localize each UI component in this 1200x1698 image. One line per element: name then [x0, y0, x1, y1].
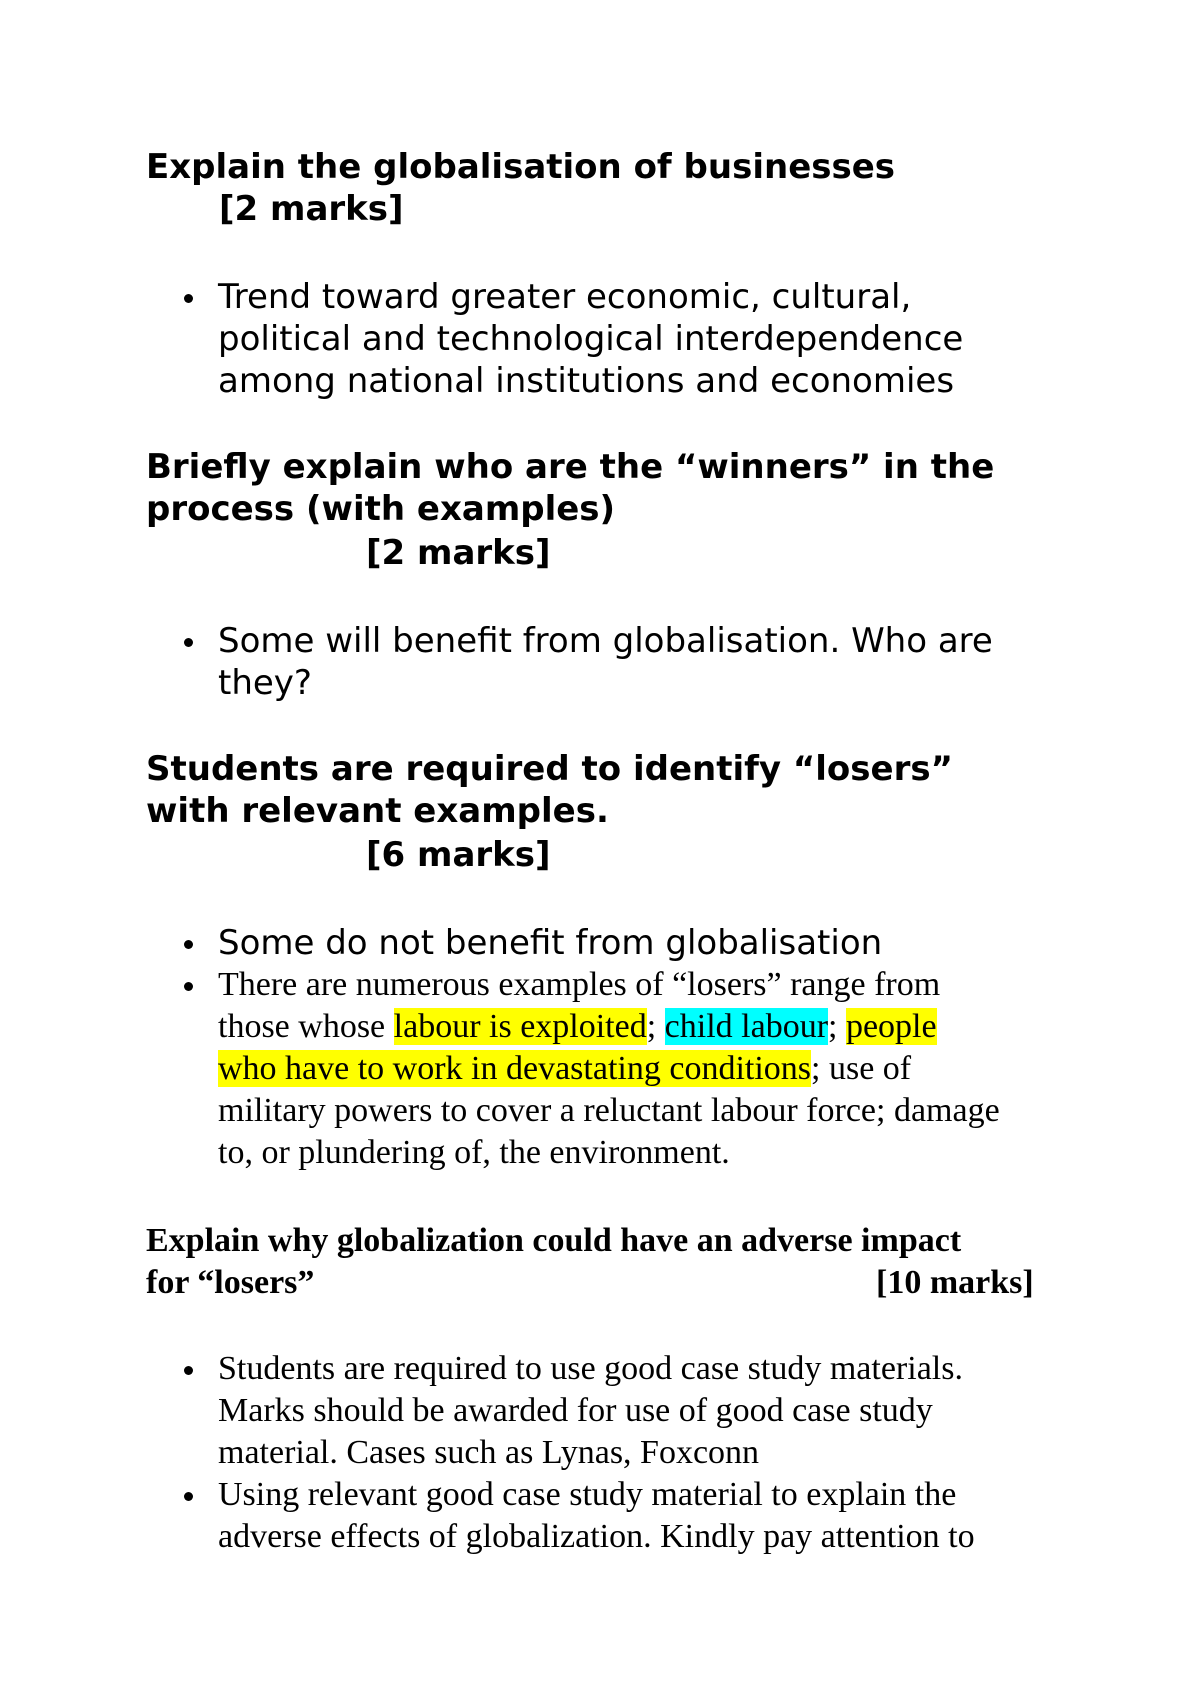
list-item	[146, 964, 1076, 1174]
highlight-yellow: labour is exploited	[393, 1008, 647, 1045]
question-4-title-line: Explain why globalization could have an adverse impact	[146, 1222, 962, 1259]
bullet-icon	[184, 638, 193, 647]
highlight-cyan: child labour	[664, 1008, 829, 1045]
question-1-title	[146, 146, 1086, 188]
question-3-bullet-list-b	[146, 964, 1076, 1174]
question-2-title-line: process (with examples)	[146, 489, 616, 529]
question-2-marks: [2 marks]	[366, 533, 551, 573]
question-1-title-text: Explain the globalisation of businesses	[146, 147, 896, 187]
bullet-text-line: Trend toward greater economic, cultural,	[218, 277, 912, 317]
bullet-text-line: Students are required to use good case study materials.	[218, 1350, 963, 1387]
bullet-text-line: adverse effects of globalization. Kindly pay attention to	[218, 1518, 975, 1555]
bullet-text-line: military powers to cover a reluctant labour force; damage	[218, 1092, 1000, 1129]
bullet-text-line: to, or plundering of, the environment.	[218, 1134, 730, 1171]
question-3-bullet-list-a	[146, 922, 1076, 964]
list-item	[146, 922, 1076, 964]
question-1-bullet-list	[146, 276, 1076, 402]
bullet-text-line: Some do not benefit from globalisation	[218, 923, 883, 963]
bullet-text-line: Marks should be awarded for use of good case study	[218, 1392, 933, 1429]
question-2-title-line: Briefly explain who are the “winners” in the	[146, 447, 995, 487]
bullet-icon	[184, 940, 193, 949]
bullet-text-line: Using relevant good case study material to explain the	[218, 1476, 957, 1513]
text-run: those whose	[218, 1008, 394, 1045]
bullet-icon	[184, 1492, 193, 1501]
question-3-marks: [6 marks]	[366, 835, 551, 875]
bullet-text-line: political and technological interdependence	[218, 319, 964, 359]
question-1-marks: [2 marks]	[219, 189, 404, 229]
bullet-text-line: Some will benefit from globalisation. Who are	[218, 621, 993, 661]
text-run: ; use of	[811, 1050, 912, 1087]
bullet-text-line: among national institutions and economies	[218, 361, 955, 401]
bullet-text-line	[218, 1006, 1076, 1048]
bullet-text-line: they?	[218, 663, 312, 703]
question-3-title-line: Students are required to identify “losers”	[146, 749, 953, 789]
bullet-icon	[184, 982, 193, 991]
bullet-icon	[184, 294, 193, 303]
question-2-bullet-list	[146, 620, 1076, 704]
bullet-text-line	[218, 1048, 1076, 1090]
list-item	[146, 620, 1076, 704]
question-4-title-line: for “losers”	[146, 1264, 315, 1301]
text-run: ;	[828, 1008, 846, 1045]
question-2-title	[146, 446, 1086, 530]
text-run: ;	[646, 1008, 665, 1045]
question-3-title	[146, 748, 1086, 832]
question-4-marks: [10 marks]	[876, 1264, 1034, 1301]
list-item	[146, 276, 1076, 402]
bullet-text-line: material. Cases such as Lynas, Foxconn	[218, 1434, 760, 1471]
bullet-icon	[184, 1366, 193, 1375]
highlight-yellow: who have to work in devastating conditions	[218, 1050, 812, 1087]
list-item	[146, 1348, 1076, 1474]
highlight-yellow: people	[845, 1008, 937, 1045]
bullet-text-line: There are numerous examples of “losers” range from	[218, 966, 941, 1003]
question-4-bullet-list	[146, 1348, 1076, 1558]
list-item	[146, 1474, 1076, 1558]
question-3-title-line: with relevant examples.	[146, 791, 609, 831]
